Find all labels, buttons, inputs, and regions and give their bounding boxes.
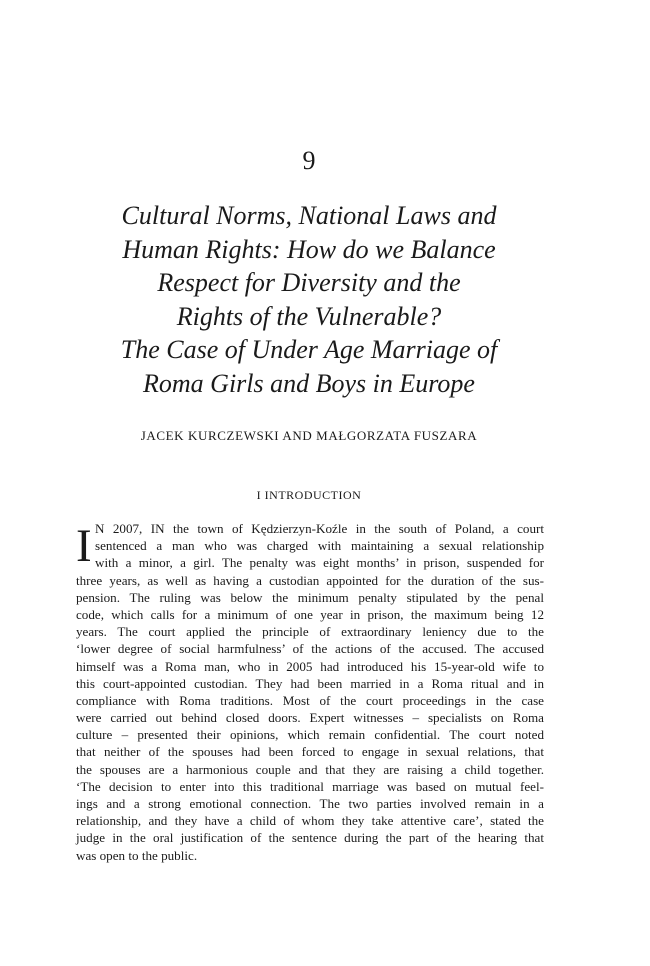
body-line: the spouses are a harmonious couple and that they are raising a child together. bbox=[76, 761, 544, 777]
body-line: relationship, and they have a child of whom they take attentive care’, stated the bbox=[76, 813, 544, 829]
body-line: that neither of the spouses had been forced to engage in sexual relations, that bbox=[76, 744, 544, 760]
chapter-title-line: The Case of Under Age Marriage of bbox=[120, 335, 498, 364]
body-line: was open to the public. bbox=[76, 847, 198, 863]
body-line: compliance with Roma traditions. Most of the court proceedings in the case bbox=[76, 692, 544, 708]
body-line: ‘lower degree of social harmfulness’ of the actions of the accused. The accused bbox=[76, 641, 544, 657]
chapter-number: 9 bbox=[302, 146, 316, 175]
chapter-title bbox=[60, 199, 558, 400]
section-heading: I INTRODUCTION bbox=[256, 488, 362, 502]
body-line: with a minor, a girl. The penalty was eight months’ in prison, suspended for bbox=[95, 555, 544, 571]
body-line: himself was a Roma man, who in 2005 had introduced his 15-year-old wife to bbox=[76, 658, 544, 674]
body-line: years. The court applied the principle of extraordinary leniency due to the bbox=[76, 624, 544, 640]
chapter-title-line: Cultural Norms, National Laws and bbox=[121, 201, 497, 230]
chapter-title-line: Rights of the Vulnerable? bbox=[176, 301, 442, 331]
body-line: this court-appointed custodian. They had been married in a Roma ritual and in bbox=[76, 675, 544, 691]
body-line: ings and a strong emotional connection. The two parties involved remain in a bbox=[76, 796, 544, 811]
chapter-title-line: Respect for Diversity and the bbox=[157, 268, 461, 297]
body-line: sentenced a man who was charged with maintaining a sexual relationship bbox=[95, 538, 544, 554]
chapter-authors: JACEK KURCZEWSKI AND MAŁGORZATA FUSZARA bbox=[140, 428, 478, 443]
body-line: judge in the oral justification of the sentence during the part of the hearing that bbox=[76, 830, 544, 846]
body-line: three years, as well as having a custodian appointed for the duration of the sus- bbox=[76, 572, 544, 588]
body-paragraph bbox=[76, 520, 544, 864]
body-line: pension. The ruling was below the minimum penalty stipulated by the penal bbox=[76, 589, 544, 605]
body-line: ‘The decision to enter into this traditional marriage was based on mutual feel- bbox=[76, 778, 544, 794]
chapter-title-line: Roma Girls and Boys in Europe bbox=[143, 368, 475, 398]
drop-cap: I bbox=[76, 520, 92, 572]
chapter-title-line: Human Rights: How do we Balance bbox=[122, 234, 496, 264]
body-line: N 2007, IN the town of Kędzierzyn-Koźle in the south of Poland, a court bbox=[95, 521, 544, 536]
body-line: code, which calls for a minimum of one year in prison, the maximum being 12 bbox=[76, 606, 544, 622]
body-line: culture – presented their opinions, which remain confidential. The court noted bbox=[76, 727, 544, 743]
body-line: were carried out behind closed doors. Expert witnesses – specialists on Roma bbox=[76, 710, 544, 726]
